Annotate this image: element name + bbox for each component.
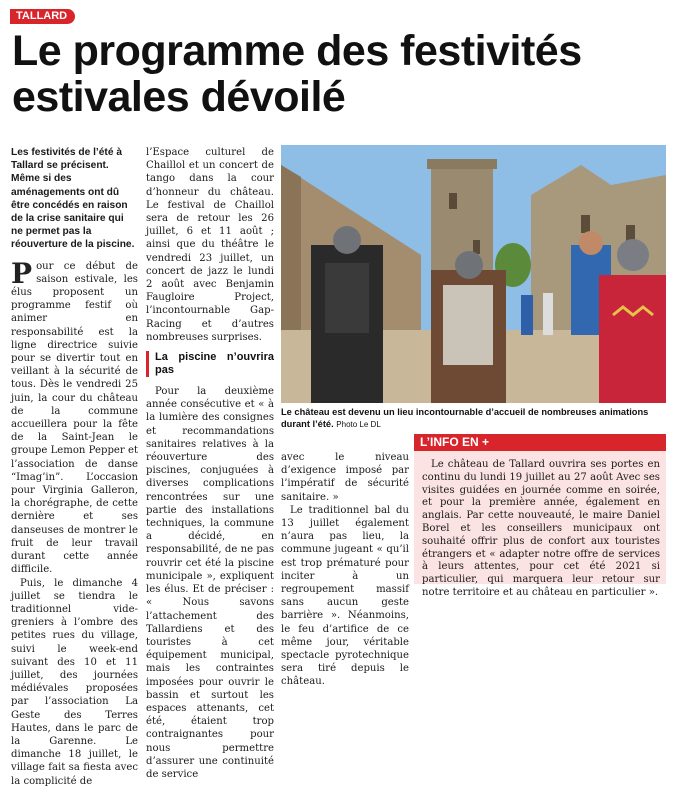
drop-cap: P [11,256,33,290]
photo-credit: Photo Le DL [336,420,381,429]
column-1 [11,146,138,788]
lead-line-1: Les festivités de l’été à [11,147,122,158]
lead-rest: Tallard se précisent. Même si des aménagements ont dû être concédés en raison de la crise sanitaire qui ne permet pas la réouverture de la piscine. [11,160,135,251]
headline [12,28,662,120]
subheading: La piscine n’ouvrira pas [146,351,274,377]
castle-photo [281,145,666,403]
body-paragraph-5: avec le niveau d’exigence imposé par l’impératif de sécurité sanitaire. » [281,452,409,503]
body-paragraph-1 [11,256,138,577]
photo-caption [281,406,666,431]
info-box [414,434,666,598]
body-paragraph-1-text: our ce début de saison estivale, les élus proposent un programme festif où animer en responsabilité est la ligne directrice suivie pour se divertir tout en veillant à la sécurité de tous. Dès le vendredi 25 juin, la cour du château de la commune accueillera pour la fête de la Saint-Jean le groupe Lemon Pepper et l’association de danse “Imag’in”. L’occasion pour Virginia Galleron, la chorégraphe, de cette dernière et ses danseuses de montrer le fruit de leur travail durant cette année difficile. [11,260,138,576]
body-paragraph-6: Le traditionnel bal du 13 juillet également n’aura pas lieu, la commune jugeant « qu’il est trop prématuré pour inciter à un regroupement massif sans aucun geste barrière ». Néanmoins, le feu d’artifice de ce même jour, véritable spectacle pyrotechnique sera tiré depuis le château. [281,504,409,688]
body-paragraph-3: l’Espace culturel de Chaillol et un concert de tango dans la cour d’honneur du château. Le festival de Chaillol sera de retour les 26 juillet, 6 et 11 août ; ainsi que du théâtre le vendredi 23 juillet, un concert de jazz le lundi 2 août avec Benjamin Faugloire Project, l’incontournable Gap-Racing et d’autres nombreuses surprises. [146,147,274,343]
body-paragraph-2: Puis, le dimanche 4 juillet se tiendra le traditionnel vide-greniers à l’ombre des petites rues du village, suivi le week-end suivant des 10 et 11 juillet, des journées médiévales proposées par l’association La Geste des Terres Hautes, dans le parc de la Garenne. Le dimanche 18 juillet, le village fait sa fiesta avec la complicité de [11,577,138,787]
section-tag: TALLARD [10,9,75,24]
column-3 [281,451,409,689]
headline-line-2: estivales dévoilé [12,73,346,121]
lead-paragraph [11,146,138,252]
caption-text: Le château est devenu un lieu incontournable d’accueil de nombreuses animations durant l’été. [281,407,649,429]
info-box-text: Le château de Tallard ouvrira ses portes en continu du lundi 19 juillet au 27 août Avec ses visites guidées en journée comme en soirée, et pour la première année, également en anglais. Par cette nouveauté, le maire Daniel Borel et les conseillers municipaux ont souhaité offrir plus de confort aux touristes étrangers et « adapter notre offre de services à leurs attentes, pour cet été 2021 si particulier, qui marquera leur retour sur notre territoire et au château en particulier ». [422,459,660,598]
info-box-title: L’INFO EN + [414,434,666,451]
headline-line-1: Le programme des festivités [12,27,582,75]
column-2 [146,146,274,781]
body-paragraph-4: Pour la deuxième année consécutive et « à la lumière des consignes et recommandations sanitaires relatives à la réouverture des piscines, conjuguées à diverses complications rencontrées sur une partie des installations techniques, la commune a décidé, en responsabilité, de ne pas rouvrir cet été la piscine municipale », expliquent les élus. Et de préciser : « Nous savons l’attachement des Tallardiens et des touristes à cet équipement municipal, mais les contraintes imposées pour ouvrir le bassin et surtout les espaces attenants, cet été, étaient trop contraignantes pour nous permettre d’assurer une continuité de service [146,386,274,780]
